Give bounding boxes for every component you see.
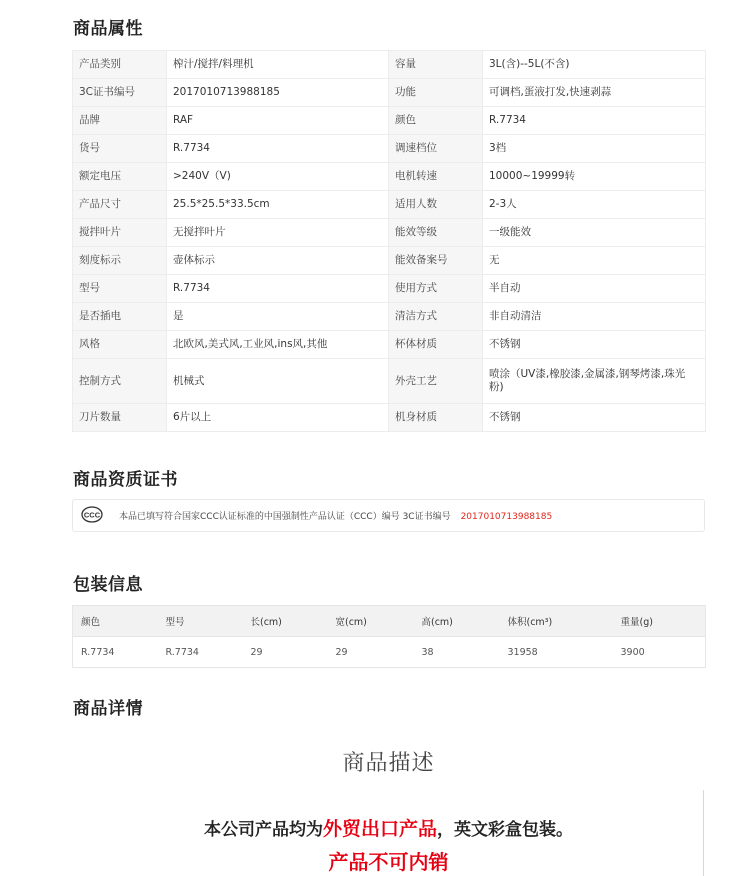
attribute-label: 功能 (389, 79, 483, 107)
packaging-cell: 31958 (500, 637, 613, 668)
attribute-value: 2017010713988185 (167, 79, 389, 107)
attribute-label: 机身材质 (389, 404, 483, 432)
attributes-title: 商品属性 (73, 19, 143, 39)
attribute-value: 是 (167, 303, 389, 331)
attribute-row (73, 359, 706, 404)
attribute-label: 适用人数 (389, 191, 483, 219)
export-notice-line (72, 814, 705, 841)
attributes-table (72, 50, 706, 432)
packaging-column-header: 重量(g) (613, 606, 706, 637)
attribute-label: 刀片数量 (73, 404, 167, 432)
attribute-value: 北欧风,美式风,工业风,ins风,其他 (167, 331, 389, 359)
attribute-label: 容量 (389, 51, 483, 79)
attribute-value: 壶体标示 (167, 247, 389, 275)
attribute-label: 风格 (73, 331, 167, 359)
certificate-title: 商品资质证书 (73, 470, 178, 490)
certificate-text (119, 509, 552, 522)
attribute-row (73, 79, 706, 107)
attribute-value: >240V（V) (167, 163, 389, 191)
attribute-value: 一级能效 (483, 219, 706, 247)
attribute-label: 调速档位 (389, 135, 483, 163)
attribute-row (73, 247, 706, 275)
attribute-label: 型号 (73, 275, 167, 303)
packaging-cell: 3900 (613, 637, 706, 668)
attribute-label: 刻度标示 (73, 247, 167, 275)
attribute-value: 半自动 (483, 275, 706, 303)
attribute-value: 喷涂（UV漆,橡胶漆,金属漆,钢琴烤漆,珠光粉) (483, 359, 706, 404)
attribute-label: 杯体材质 (389, 331, 483, 359)
packaging-column-header: 长(cm) (243, 606, 328, 637)
attribute-label: 品牌 (73, 107, 167, 135)
attribute-label: 是否插电 (73, 303, 167, 331)
attribute-row (73, 163, 706, 191)
attribute-value: 可调档,蛋液打发,快速剥蒜 (483, 79, 706, 107)
details-title: 商品详情 (73, 699, 143, 719)
attribute-value: RAF (167, 107, 389, 135)
certificate-description: 本品已填写符合国家CCC认证标准的中国强制性产品认证（CCC）编号 3C证书编号 (119, 512, 451, 522)
attribute-value: 无搅拌叶片 (167, 219, 389, 247)
attribute-label: 搅拌叶片 (73, 219, 167, 247)
attribute-row (73, 219, 706, 247)
export-notice-highlight: 外贸出口产品 (322, 818, 437, 840)
attribute-label: 使用方式 (389, 275, 483, 303)
packaging-column-header: 高(cm) (414, 606, 500, 637)
attribute-row (73, 275, 706, 303)
attribute-value: 3L(含)--5L(不含) (483, 51, 706, 79)
attribute-row (73, 331, 706, 359)
packaging-column-header: 体积(cm³) (500, 606, 613, 637)
packaging-cell: 29 (328, 637, 414, 668)
attribute-value: 25.5*25.5*33.5cm (167, 191, 389, 219)
attribute-value: R.7734 (167, 135, 389, 163)
description-heading: 商品描述 (342, 751, 435, 776)
attribute-label: 颜色 (389, 107, 483, 135)
packaging-column-header: 宽(cm) (328, 606, 414, 637)
attribute-row (73, 404, 706, 432)
packaging-cell: R.7734 (73, 637, 158, 668)
packaging-cell: 29 (243, 637, 328, 668)
attribute-value: 10000~19999转 (483, 163, 706, 191)
divider (703, 790, 704, 876)
packaging-table (72, 605, 706, 668)
attribute-label: 3C证书编号 (73, 79, 167, 107)
attribute-label: 产品尺寸 (73, 191, 167, 219)
attribute-label: 外壳工艺 (389, 359, 483, 404)
attribute-value: 2-3人 (483, 191, 706, 219)
table-row (73, 637, 706, 668)
product-description-image (72, 730, 705, 876)
attribute-label: 清洁方式 (389, 303, 483, 331)
attribute-value: 无 (483, 247, 706, 275)
attribute-row (73, 191, 706, 219)
packaging-title: 包装信息 (73, 575, 143, 595)
ccc-logo-icon (81, 506, 103, 523)
attribute-label: 电机转速 (389, 163, 483, 191)
packaging-cell: R.7734 (158, 637, 243, 668)
attribute-value: 不锈钢 (483, 331, 706, 359)
export-notice-prefix: 本公司产品均为 (203, 820, 323, 840)
attribute-label: 控制方式 (73, 359, 167, 404)
packaging-cell: 38 (414, 637, 500, 668)
attribute-row (73, 303, 706, 331)
attribute-label: 货号 (73, 135, 167, 163)
attribute-value: 机械式 (167, 359, 389, 404)
export-notice-suffix: ，英文彩盒包装。 (437, 820, 573, 840)
attribute-label: 能效备案号 (389, 247, 483, 275)
attribute-row (73, 135, 706, 163)
attribute-label: 产品类别 (73, 51, 167, 79)
attribute-label: 额定电压 (73, 163, 167, 191)
attribute-value: 不锈钢 (483, 404, 706, 432)
attribute-value: R.7734 (483, 107, 706, 135)
packaging-column-header: 型号 (158, 606, 243, 637)
svg-text:CCC: CCC (83, 510, 101, 520)
attribute-value: 6片以上 (167, 404, 389, 432)
certificate-number: 2017010713988185 (460, 512, 553, 522)
attribute-row (73, 51, 706, 79)
attribute-label: 能效等级 (389, 219, 483, 247)
attribute-value: 榨汁/搅拌/料理机 (167, 51, 389, 79)
certificate-box (72, 499, 705, 532)
attribute-row (73, 107, 706, 135)
no-domestic-sale-notice: 产品不可内销 (328, 850, 449, 874)
attribute-value: 3档 (483, 135, 706, 163)
attribute-value: R.7734 (167, 275, 389, 303)
packaging-column-header: 颜色 (73, 606, 158, 637)
attribute-value: 非自动清洁 (483, 303, 706, 331)
